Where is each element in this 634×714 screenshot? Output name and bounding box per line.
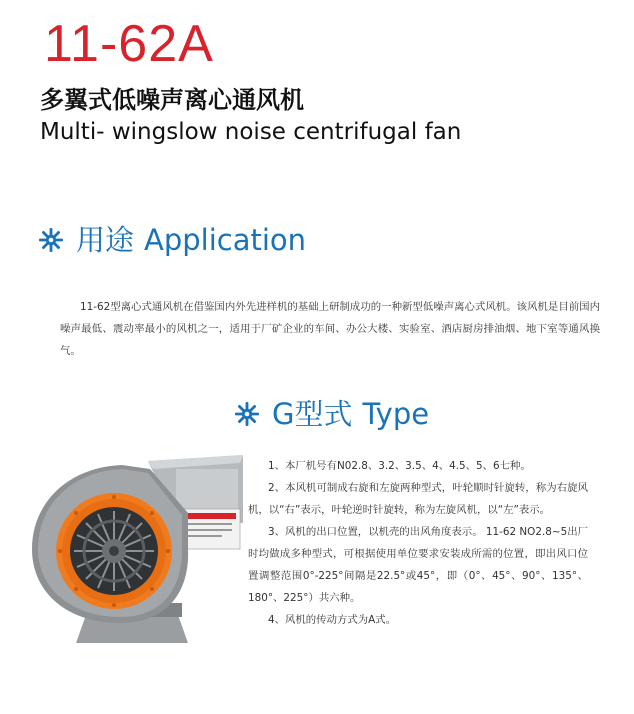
- type-item: 2、本风机可制成右旋和左旋两种型式，叶轮顺时针旋转，称为右旋风机，以“右”表示，叶轮逆时针旋转，称为左旋风机，以“左”表示。: [248, 482, 588, 516]
- type-item: 1、本厂机号有N02.8、3.2、3.5、4、4.5、5、6七种。: [268, 460, 531, 472]
- type-list: [248, 455, 588, 631]
- product-title-en: Multi- wingslow noise centrifugal fan: [40, 119, 462, 145]
- application-heading-en: Application: [144, 223, 307, 257]
- type-heading: [234, 396, 429, 432]
- application-heading-cn: 用途: [76, 223, 135, 257]
- product-title-cn: 多翼式低噪声离心通风机: [40, 86, 304, 114]
- type-heading-cn: G型式: [272, 397, 353, 431]
- model-number: 11-62A: [44, 15, 214, 73]
- type-item: 3、风机的出口位置，以机壳的出风角度表示。 11-62 NO2.8~5出厂时均做成多种型式，可根据使用单位要求安装成所需的位置，即出风口位置调整范围0°-225°间隔是22.5°或45°，即（0°、45°、90°、135°、180°、225°）共六种。: [248, 526, 588, 604]
- snowflake-gear-icon: [234, 401, 260, 427]
- centrifugal-fan-image: [28, 453, 246, 643]
- type-heading-en: Type: [362, 397, 430, 431]
- application-heading: [38, 222, 306, 258]
- snowflake-gear-icon: [38, 227, 64, 253]
- type-item: 4、风机的传动方式为A式。: [268, 614, 397, 626]
- application-paragraph: 11-62型离心式通风机在借鉴国内外先进样机的基础上研制成功的一种新型低噪声离心式风机。该风机是目前国内噪声最低、震动率最小的风机之一，适用于厂矿企业的车间、办公大楼、实验室、酒店厨房排油烟、地下室等通风换气。: [60, 301, 600, 357]
